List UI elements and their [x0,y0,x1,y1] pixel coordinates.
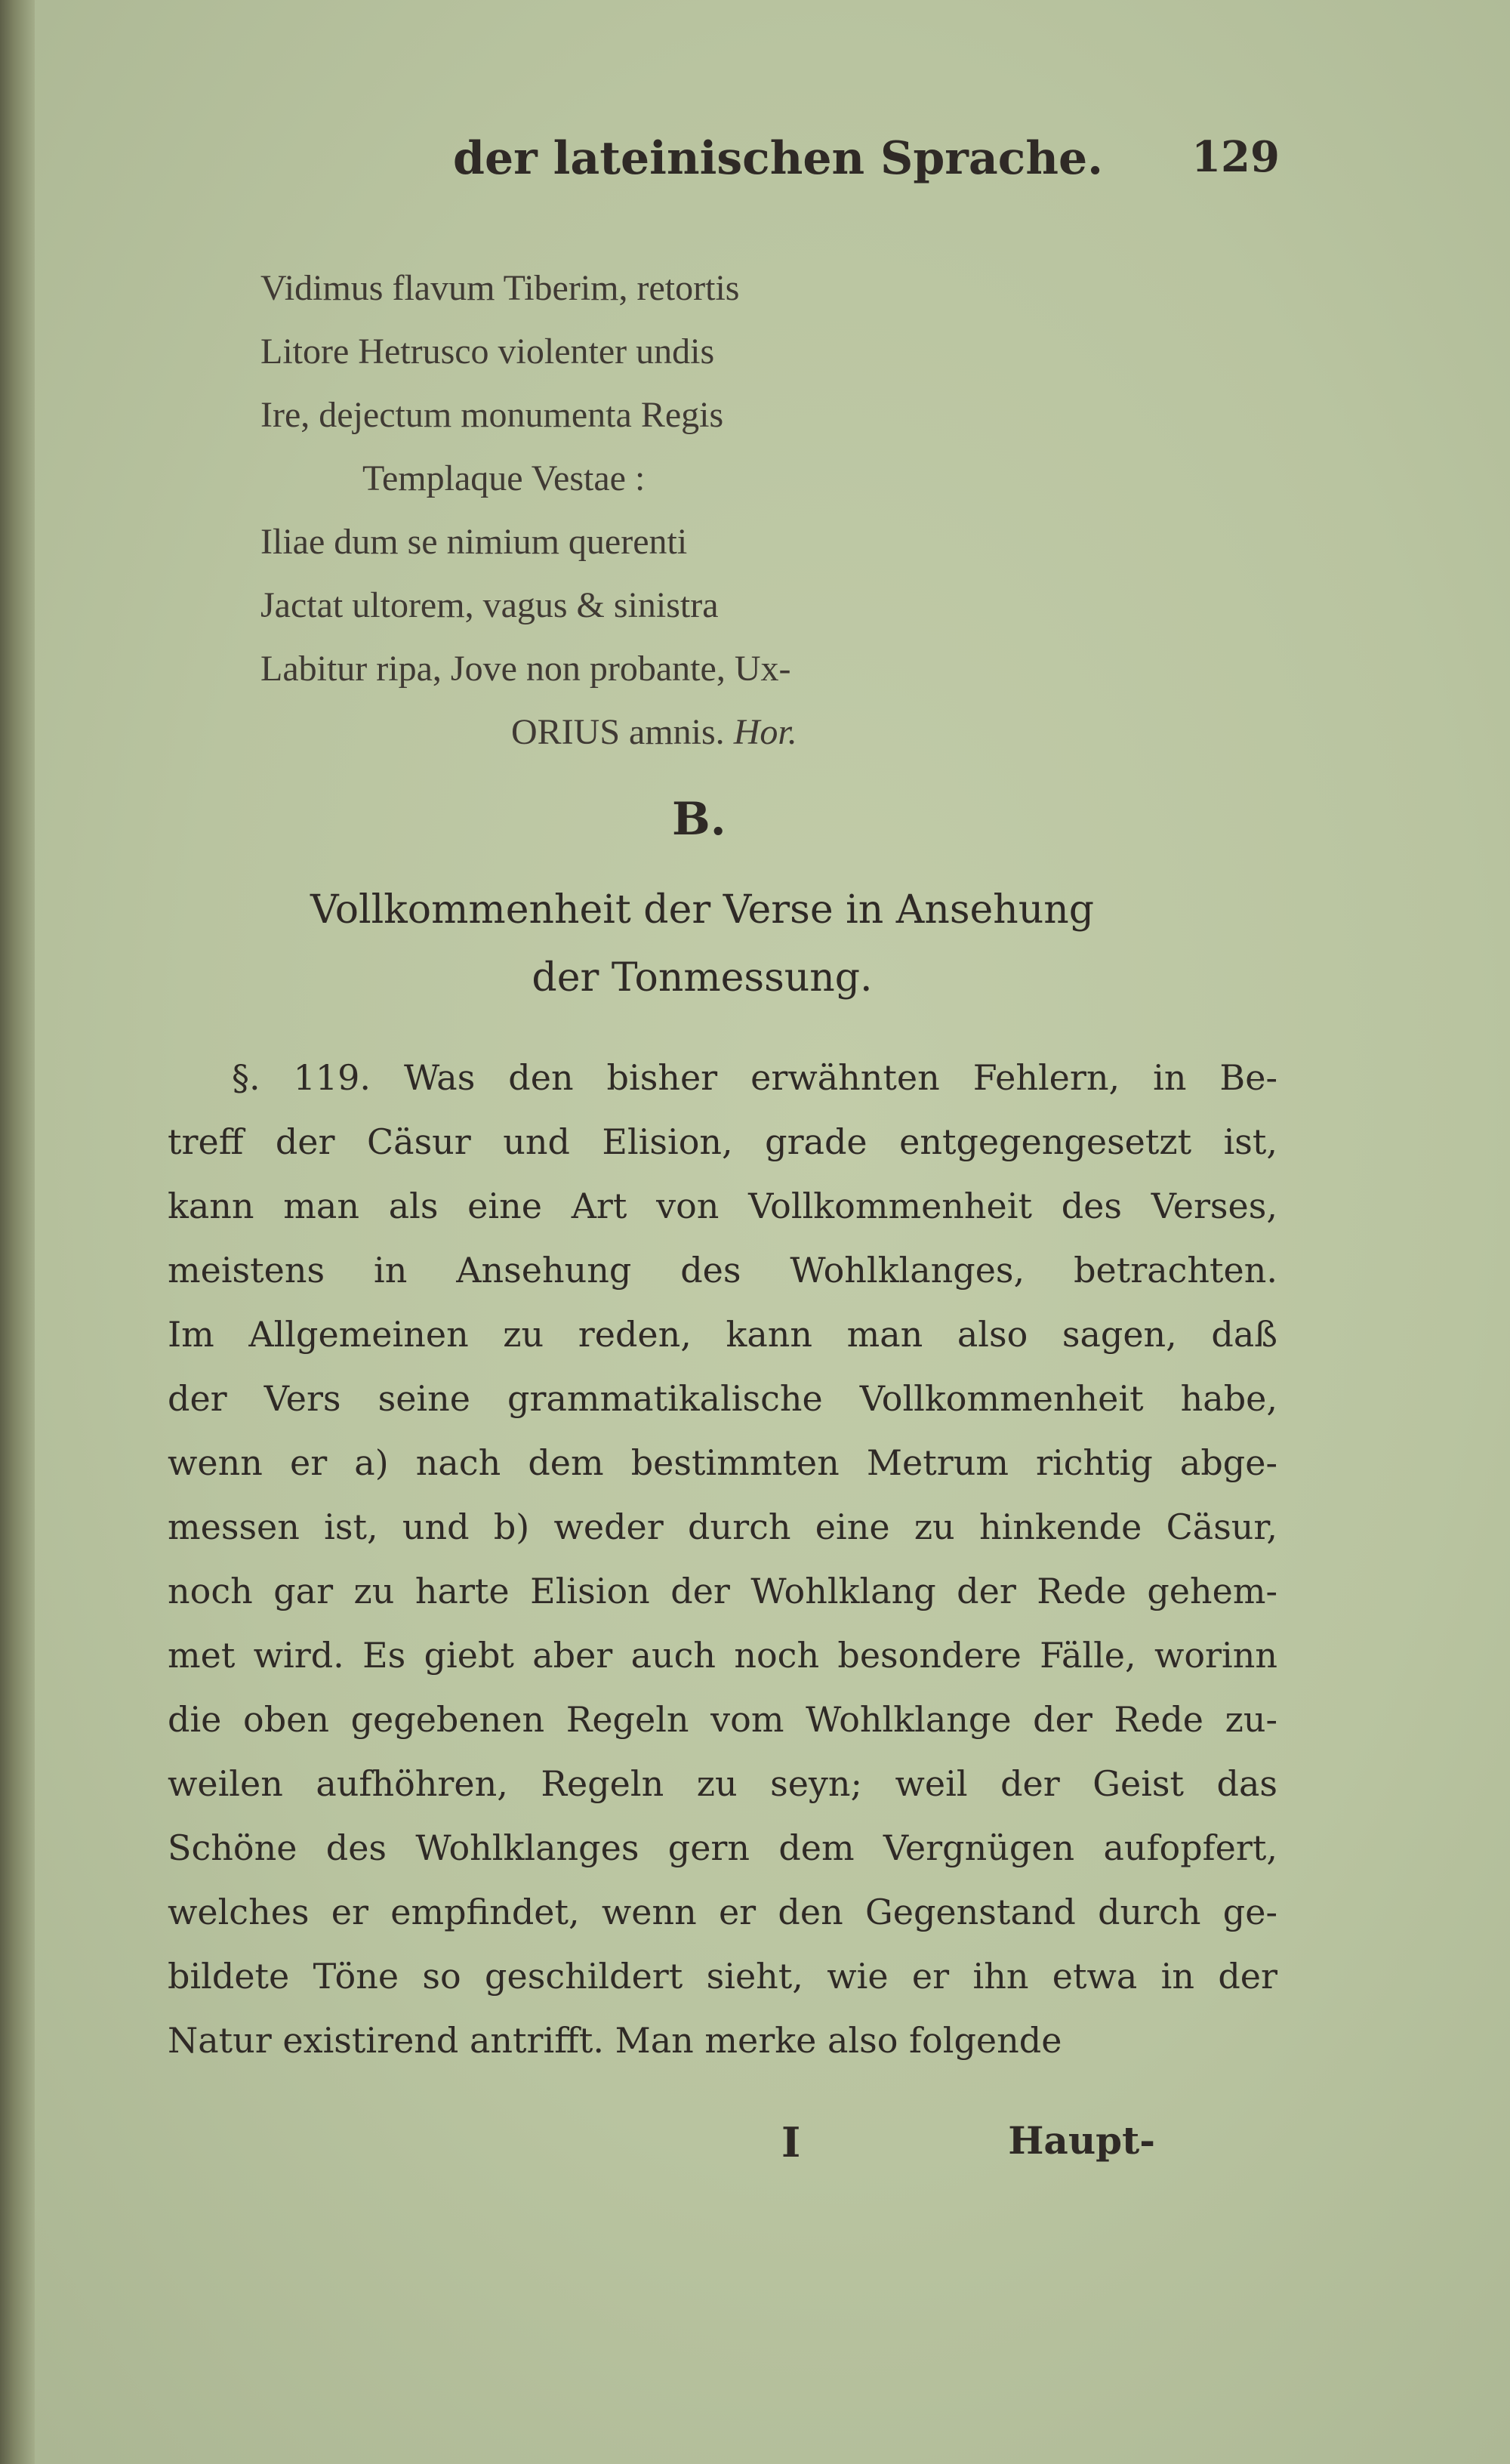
signature-mark: I [781,2118,801,2166]
poem-line: Iliae dum se nimium querenti [260,522,688,562]
poem-attribution: Hor. [733,712,797,752]
section-heading-line: Vollkommenheit der Verse in Ansehung [310,887,1095,933]
poem-line: Jactat ultorem, vagus & sinistra [260,585,719,625]
text-line: treff der Cäsur und Elision, grade entgegengesetzt ist, [168,1121,1277,1162]
text-line: met wird. Es giebt aber auch noch besondere Fälle, worinn [168,1635,1277,1676]
text-line: wenn er a) nach dem bestimmten Metrum richtig abge- [168,1442,1277,1483]
poem-line-last [260,701,1129,764]
poem-line: Templaque Vestae : [362,458,646,498]
text-line: Schöne des Wohlklanges gern dem Vergnügen aufopfert, [168,1827,1277,1868]
poem-line: Ire, dejectum monumenta Regis [260,395,724,435]
text-line: bildete Töne so geschildert sieht, wie er ihn etwa in der [168,1956,1277,1997]
binding-edge [0,0,35,2464]
poem-quotation [260,257,1129,764]
text-line: Im Allgemeinen zu reden, kann man also sagen, daß [168,1314,1277,1355]
text-line: §. 119. Was den bisher erwähnten Fehlern, in Be- [232,1057,1277,1098]
body-paragraph [168,1046,1277,2073]
poem-line: Labitur ripa, Jove non probante, Ux- [260,649,791,689]
text-line: Natur existirend antrifft. Man merke also folgende [168,2020,1062,2061]
text-line: die oben gegebenen Regeln vom Wohlklange der Rede zu- [168,1699,1277,1740]
running-head: der lateinischen Sprache. [453,132,1104,185]
catchword: Haupt- [1008,2118,1155,2163]
page-number: 129 [1191,132,1280,182]
section-heading-line: der Tonmessung. [532,955,873,1001]
poem-last-line-text: ORIUS amnis. [511,712,725,752]
text-line: weilen aufhöhren, Regeln zu seyn; weil der Geist das [168,1763,1277,1804]
text-line: messen ist, und b) weder durch eine zu hinkende Cäsur, [168,1506,1277,1547]
text-line: meistens in Ansehung des Wohlklanges, betrachten. [168,1250,1277,1291]
poem-line: Vidimus flavum Tiberim, retortis [260,268,740,308]
text-line: noch gar zu harte Elision der Wohlklang der Rede gehem- [168,1571,1277,1611]
section-letter: B. [672,793,726,846]
poem-line: Litore Hetrusco violenter undis [260,332,715,372]
section-heading [272,876,1132,1012]
text-line: welches er empfindet, wenn er den Gegenstand durch ge- [168,1892,1277,1932]
text-line: kann man als eine Art von Vollkommenheit des Verses, [168,1186,1277,1226]
text-line: der Vers seine grammatikalische Vollkommenheit habe, [168,1378,1277,1419]
